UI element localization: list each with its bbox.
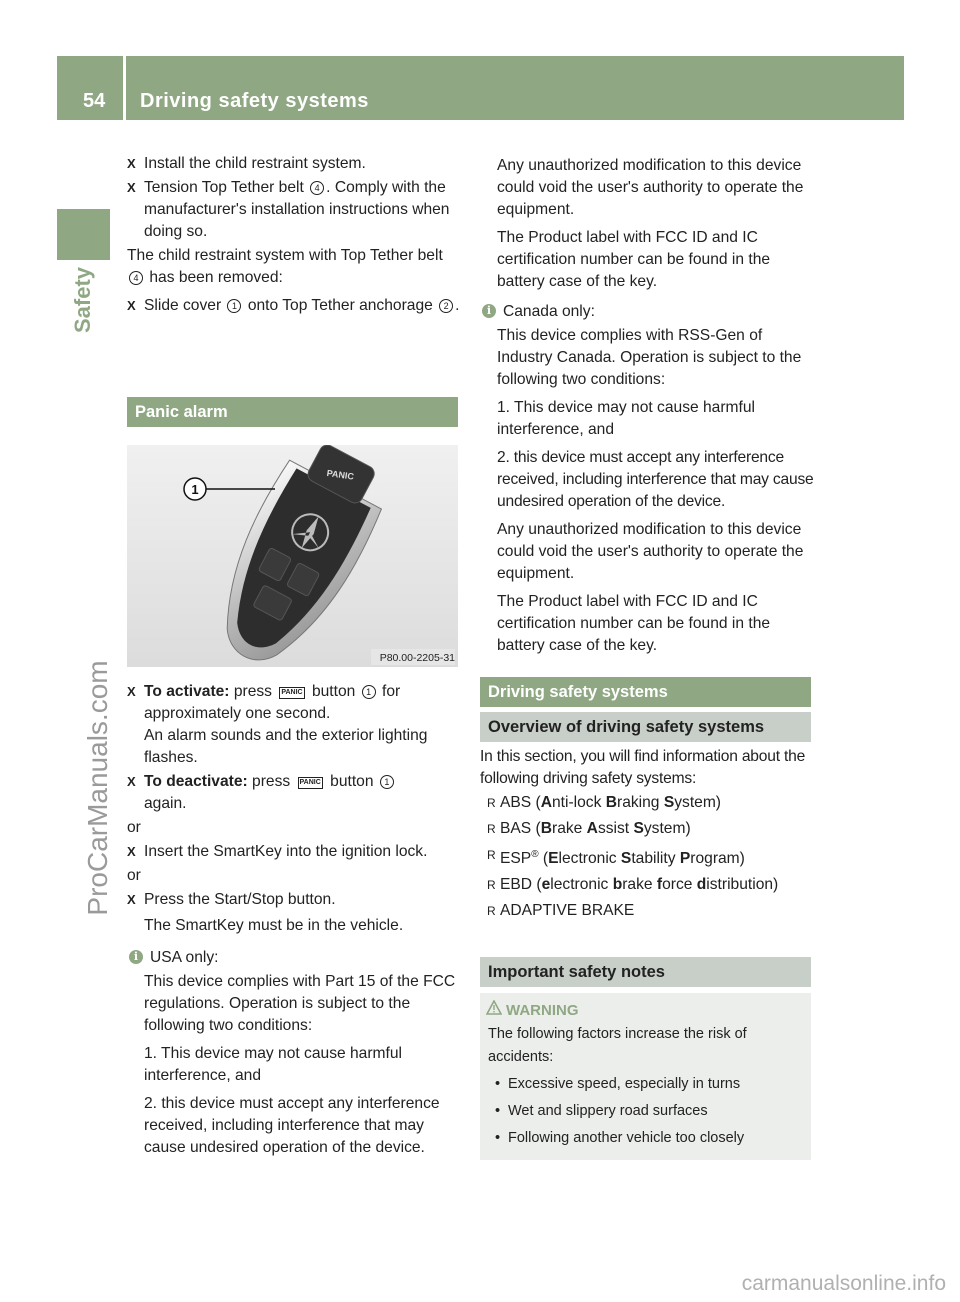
canada-label: The Product label with FCC ID and IC certification number can be found in the battery case of the key. xyxy=(497,593,771,654)
usa-label: The Product label with FCC ID and IC certification number can be found in the battery case of the key. xyxy=(497,229,771,290)
usa-condition-1: 1. This device may not cause harmful interference, and xyxy=(144,1045,402,1084)
right-column xyxy=(480,155,815,657)
svg-text:PANIC: PANIC xyxy=(326,467,355,482)
panic-alarm-title: Panic alarm xyxy=(127,397,458,427)
step-press: X Press the Start/Stop button. xyxy=(127,891,336,908)
canada-condition-1: 1. This device may not cause harmful interference, and xyxy=(497,399,755,438)
step-install: X Install the child restraint system. xyxy=(127,155,366,172)
page-number: 54 xyxy=(83,90,106,112)
system-item: R BAS (Brake Assist System) xyxy=(487,820,691,837)
info-icon: i xyxy=(129,950,143,964)
smartkey-illustration xyxy=(127,445,458,667)
warning-item: • Following another vehicle too closely xyxy=(495,1130,745,1146)
side-tab-label: Safety xyxy=(70,266,95,334)
canada-info: i Canada only: xyxy=(480,301,815,323)
driving-safety-section xyxy=(480,677,811,926)
panic-key-icon: PANIC xyxy=(298,777,323,789)
warning-intro: The following factors increase the risk of accidents: xyxy=(488,1026,747,1065)
or-text: or xyxy=(127,867,141,884)
photo-callout-1: 1 xyxy=(191,482,199,497)
step-activate: X To activate: press PANIC button 1 for approximately one second. An alarm sounds and the exterior lighting flashes. xyxy=(127,683,428,766)
side-tab-block xyxy=(57,209,110,260)
warning-box xyxy=(480,993,811,1160)
step-insert: X Insert the SmartKey into the ignition lock. xyxy=(127,843,428,860)
system-item: R ADAPTIVE BRAKE xyxy=(487,902,635,920)
removed-paragraph: The child restraint system with Top Tether belt 4 has been removed: xyxy=(127,247,443,286)
step-deactivate: X To deactivate: press PANIC button 1 again. xyxy=(127,771,462,815)
usa-paragraph: This device complies with Part 15 of the FCC regulations. Operation is subject to the following two conditions: xyxy=(144,973,456,1034)
warning-heading: WARNING xyxy=(488,999,803,1022)
info-icon: i xyxy=(482,304,496,318)
callout-1-icon: 1 xyxy=(380,775,394,789)
smartkey-photo xyxy=(127,445,458,667)
photo-label: P80.00-2205-31 xyxy=(379,652,455,664)
canada-modification: Any unauthorized modification to this device could void the user's authority to operate the equipment. xyxy=(497,521,804,582)
press-note: The SmartKey must be in the vehicle. xyxy=(144,917,404,934)
footer-watermark: carmanualsonline.info xyxy=(741,1272,946,1295)
important-notes-section xyxy=(480,957,811,1160)
callout-4-icon: 4 xyxy=(310,181,324,195)
panic-key-icon: PANIC xyxy=(279,687,304,699)
overview-intro: In this section, you will find information about the following driving safety systems: xyxy=(480,748,806,787)
or-text: or xyxy=(127,819,141,836)
callout-2-icon: 2 xyxy=(439,299,453,313)
side-watermark: ProCarManuals.com xyxy=(82,660,113,916)
canada-condition-2: 2. this device must accept any interference received, including interference that may cause undesired operation of the device. xyxy=(497,449,814,510)
canada-paragraph: This device complies with RSS-Gen of Industry Canada. Operation is subject to the following two conditions: xyxy=(497,327,802,388)
panic-alarm-section xyxy=(127,397,458,427)
warning-item: • Excessive speed, especially in turns xyxy=(495,1076,741,1092)
overview-title: Overview of driving safety systems xyxy=(480,712,811,742)
systems-list xyxy=(480,792,811,922)
step-slide: X Slide cover 1 onto Top Tether anchorage 2 . xyxy=(127,297,460,314)
callout-4-icon: 4 xyxy=(129,271,143,285)
left-column-top xyxy=(127,153,462,319)
step-tension: X Tension Top Tether belt 4 . Comply with the manufacturer's installation instructions when doing so. xyxy=(127,179,450,240)
usa-condition-2: 2. this device must accept any interference received, including interference that may cause undesired operation of the device. xyxy=(144,1095,440,1156)
usa-info: i USA only: xyxy=(127,947,462,969)
system-item: R ESP® (Electronic Stability Program) xyxy=(487,848,745,868)
callout-1-icon: 1 xyxy=(227,299,241,313)
important-title: Important safety notes xyxy=(480,957,811,987)
warning-triangle-icon xyxy=(486,1000,502,1015)
usa-modification: Any unauthorized modification to this device could void the user's authority to operate the equipment. xyxy=(497,157,804,218)
driving-safety-title: Driving safety systems xyxy=(480,677,811,707)
warning-item: • Wet and slippery road surfaces xyxy=(495,1103,708,1119)
header-divider xyxy=(123,56,126,120)
left-column-bottom xyxy=(127,681,462,1159)
system-item: R EBD (electronic brake force distribution) xyxy=(487,876,779,894)
system-item: R ABS (Anti-lock Braking System) xyxy=(487,794,721,811)
callout-1-icon: 1 xyxy=(362,685,376,699)
page-title: Driving safety systems xyxy=(140,90,369,112)
